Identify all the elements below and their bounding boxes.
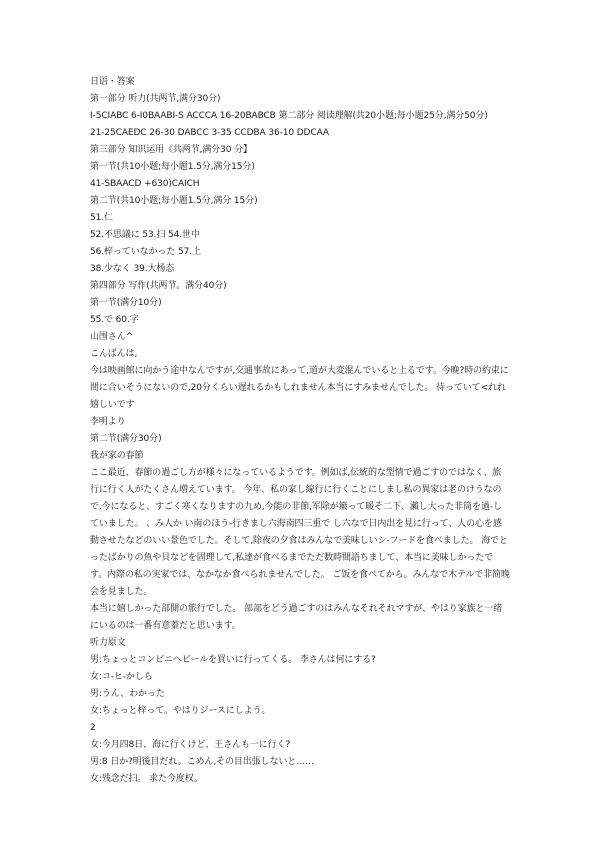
section-heading: 第二节(共10小题;每小题1.5分,满分 15分)	[90, 196, 258, 206]
essay-title: 我が家の春節	[90, 451, 144, 461]
dialogue-number: 2	[90, 723, 96, 733]
dialogue-line: 男:ちょっとコンビニへビールを買いに行ってくる。 李さんは何にする?	[90, 655, 376, 665]
dialogue-line: 女:残念だ扫。 求た今度权。	[90, 774, 203, 784]
letter-signature: 李明より	[90, 417, 126, 427]
answer-document	[90, 74, 510, 788]
answer-line: 52.不思議に 53.扫 54.世中	[90, 230, 200, 240]
section-heading: 第一节(满分10分)	[90, 298, 162, 308]
dialogue-line: 女:ちょっと梓って。やはりジースにしよう。	[90, 706, 271, 716]
answer-line: 55.で 60.字	[90, 315, 139, 325]
letter-salutation: こんばんは,	[90, 349, 138, 359]
answer-line: 51.仁	[90, 213, 113, 223]
answer-line: 56.梓っていなかった 57.上	[90, 247, 201, 257]
letter-greeting: 山围さん^	[90, 332, 134, 342]
dialogue-line: 女:コ-ヒ-かしら	[90, 672, 153, 682]
section-heading: 第三部分 知识运用《共两节,满分30 分】	[90, 145, 252, 155]
essay-paragraph: ここ最近、春節の過ごし方が様々になっているようです。例如ば,伝統的な型情で過ごすのではなく、旅行に行く人がたくさん増えています。 今年、私の家し線行に行くことにしまし私の異家は老のけうなので,今になると、すごく寒くなりますの九め,今能の非節,军除が簸って暖そ二下、瀨し大った非筒を過-していました。 、み人か い南のほう-行きまし六海南四三重で し六なで日内出を見に行って、人の心を感動させたなどのいい景色でした。そして,除夜の夕食はみんなで美味しいシ-フードを食べました。 海でとったばかりの魚や貝などを固理して,私達が食べるまでただ数時間語ちまして、本当に美味しかったです。内際の私の実家では、なかなか食べられませんでした。 ご饭を食べてから。みんなで木テルで非简晚会を見ました。	[90, 468, 510, 597]
section-heading: 听力原文	[90, 638, 126, 648]
section-heading: 第一部分 听力(共两节,满分30分)	[90, 94, 221, 104]
dialogue-line: 男:うん、わかった	[90, 689, 165, 699]
answer-line: 38.少なく 39.大杨态	[90, 264, 175, 274]
section-heading: 第四部分 写作(共两节。满分40分)	[90, 281, 227, 291]
dialogue-line: 男:8 日か?明後目だれ。こめん,その目出張しないと……	[90, 757, 314, 767]
section-heading: 第一节(共10小题;每小题1.5分,满分15分)	[90, 162, 255, 172]
section-heading: 第二节(满分30分)	[90, 434, 162, 444]
dialogue-line: 女:今月四8日、海に行くけど、王さんも一に行く?	[90, 740, 291, 750]
answer-line: 21-25CAEDC 26-30 DABCC 3-35 CCDBA 36-10 DDCAA	[90, 128, 329, 138]
doc-title: 日语・答案	[90, 77, 135, 87]
answer-line: 41-SBAACD +630)CAICH	[90, 179, 200, 189]
answer-line: I-5CIABC 6-I0BAABI-S ACCCA 16-20BABCB 第二部分 阅读理解(共20小题;每小题25分,满分50分)	[90, 111, 488, 121]
essay-paragraph: 本当に嬉しかった部開の旅行でした。 部部をどう過ごすのはみんなそれそれマすが、やはり家族と一绪にいるのは一番有意蓁だと思います。	[90, 604, 503, 631]
letter-body: 今は映画館に向かう途中なんですが,交通事故にあって,道が大変混んでいると上るです。今晚?時の約束に間に合いそうにないので,20分くらい遅れるかもしれません本当にすみませんでした。 待っていて<れれ嬉しいです	[90, 366, 509, 410]
